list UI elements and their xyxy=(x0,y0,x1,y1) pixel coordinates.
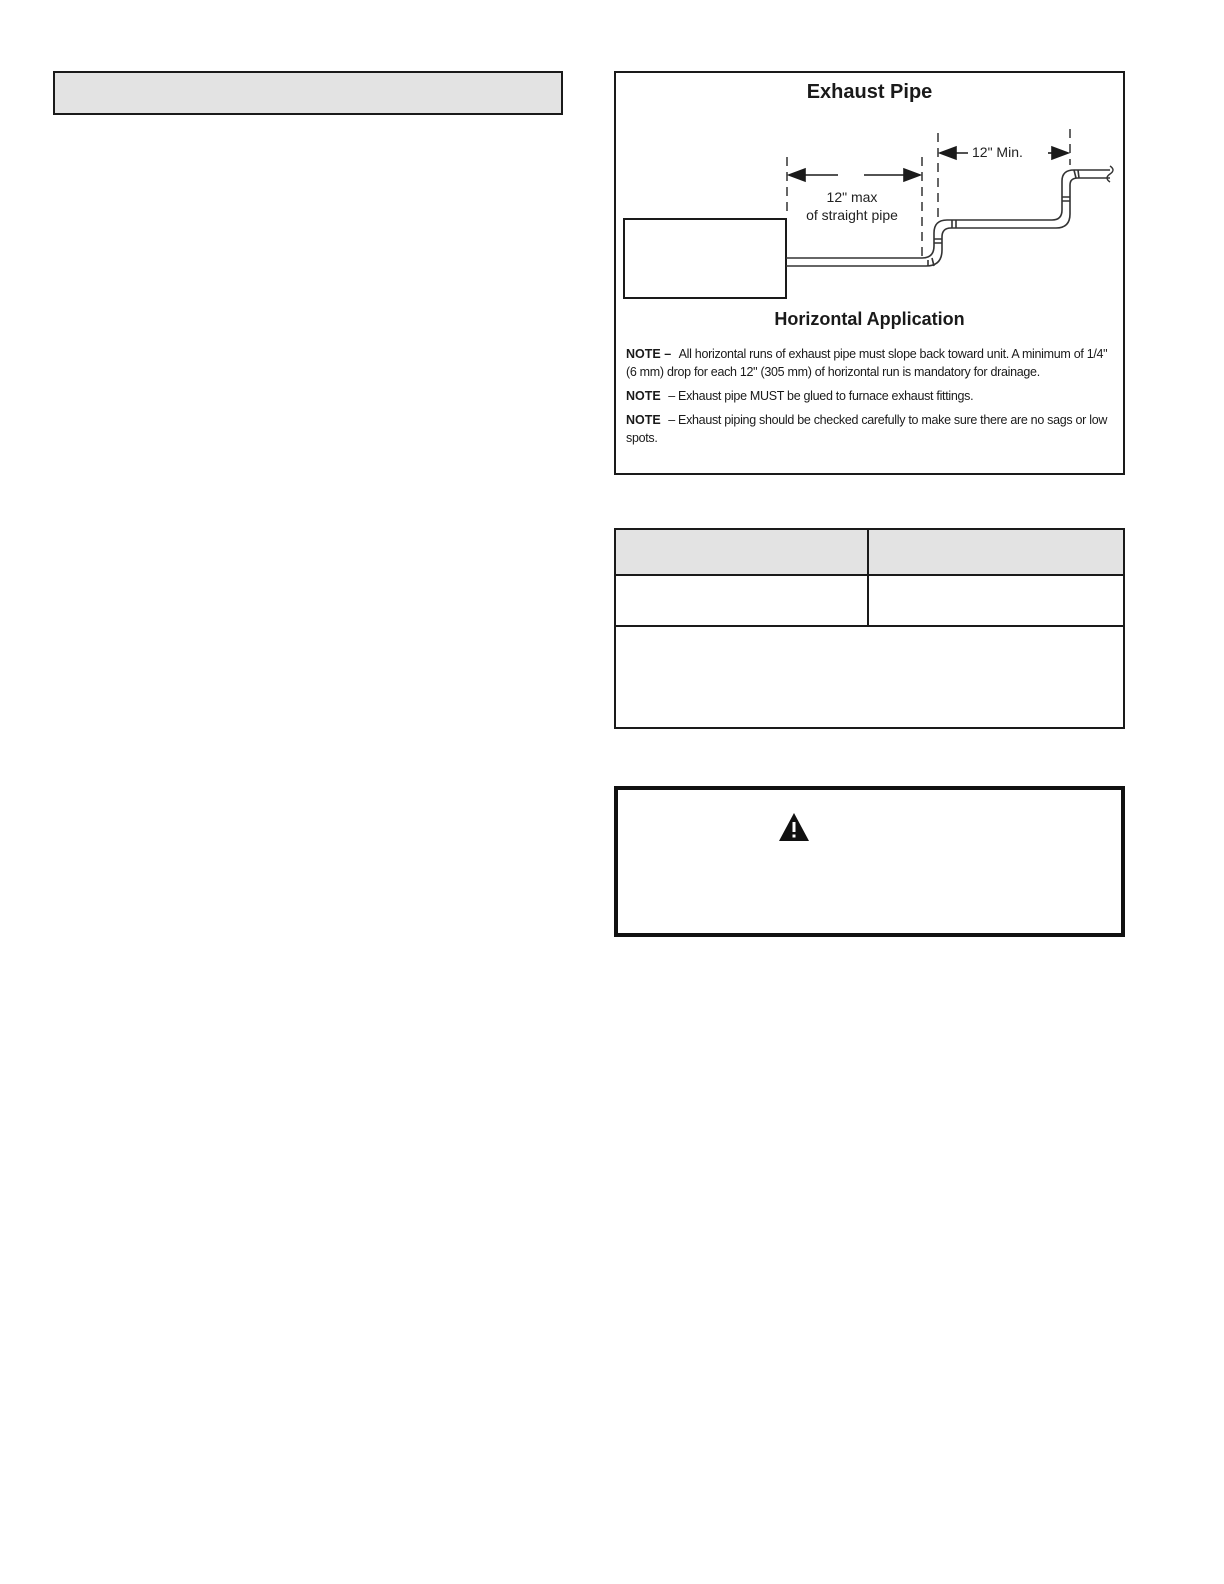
furnace-unit xyxy=(624,219,786,298)
figure-title: Exhaust Pipe xyxy=(806,81,933,103)
note-2-label: NOTE xyxy=(626,389,661,403)
max-dimension-line1: 12" max xyxy=(826,189,878,205)
spec-table xyxy=(614,528,1125,729)
table-header-cell xyxy=(616,530,869,576)
warning-box xyxy=(614,786,1125,937)
figure-subtitle: Horizontal Application xyxy=(774,309,965,329)
table-footer-cell xyxy=(616,627,1123,727)
note-3 xyxy=(626,411,1112,447)
note-1 xyxy=(626,345,1112,381)
section-heading-bar xyxy=(53,71,563,115)
table-header-cell xyxy=(869,530,1123,576)
note-2 xyxy=(626,387,1112,405)
note-3-label: NOTE xyxy=(626,413,661,427)
exhaust-pipe-figure xyxy=(614,71,1125,475)
note-1-label: NOTE – xyxy=(626,347,672,361)
table-cell xyxy=(616,576,869,627)
note-3-text: – Exhaust piping should be checked carefully to make sure there are no sags or low spots. xyxy=(626,413,1108,445)
min-dimension-label: 12" Min. xyxy=(972,144,1023,160)
figure-notes xyxy=(626,345,1112,453)
max-dimension-label xyxy=(792,188,912,224)
table-cell xyxy=(869,576,1123,627)
max-dimension-arrows xyxy=(789,169,920,181)
max-dimension-line2: of straight pipe xyxy=(806,207,898,223)
note-2-text: – Exhaust pipe MUST be glued to furnace exhaust fittings. xyxy=(668,389,974,403)
note-1-text: All horizontal runs of exhaust pipe must slope back toward unit. A minimum of 1/4" (6 mm) drop for each 12" (305 mm) of horizontal run is mandatory for drainage. xyxy=(626,347,1108,379)
warning-triangle-icon xyxy=(778,812,810,842)
